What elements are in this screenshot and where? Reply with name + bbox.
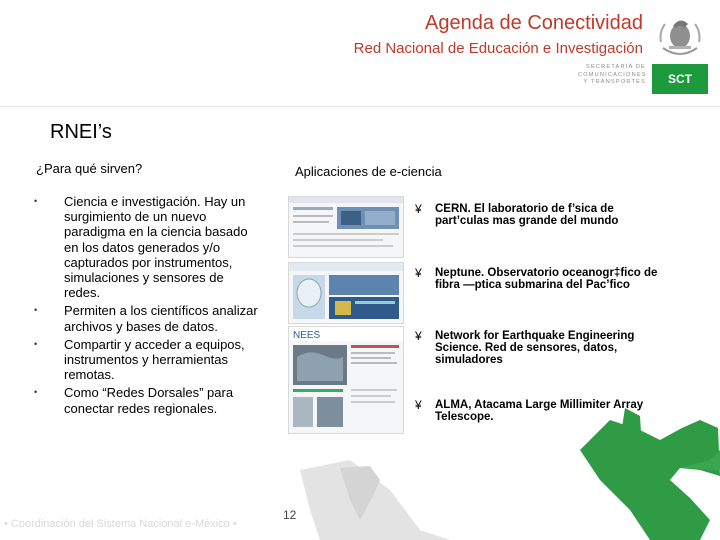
page-number: 12 (283, 508, 297, 522)
app-marker: ¥ (415, 398, 422, 412)
ministry-name (578, 64, 646, 87)
app-marker: ¥ (415, 202, 422, 216)
app-text: CERN. El laboratorio de f’sica de part’culas mas grande del mundo (435, 203, 619, 227)
left-heading: ¿Para qué sirven? (36, 161, 143, 176)
right-heading: Aplicaciones de e-ciencia (295, 164, 442, 179)
list-item (415, 203, 665, 227)
footer-text: • Coordinación del Sistema Nacional e-México • (4, 518, 237, 530)
header-title: Agenda de Conectividad (425, 12, 643, 34)
mexican-seal-icon (655, 14, 705, 62)
ministry-line-2: COMUNICACIONES (578, 71, 647, 78)
app-marker: ¥ (415, 266, 422, 280)
app-text: Neptune. Observatorio oceanogr‡fico de fibra —ptica submarina del Pac’fico (435, 267, 658, 291)
ministry-line-3: Y TRANSPORTES (583, 79, 646, 85)
mexico-map-decoration (280, 380, 720, 540)
cern-screenshot (288, 196, 404, 258)
sct-logo: SCT (652, 64, 708, 94)
slide-title: RNEI’s (50, 121, 112, 143)
list-item: • Como “Redes Dorsales” para conectar redes regionales. (34, 385, 262, 415)
app-text: ALMA, Atacama Large Millimiter Array Telescope. (435, 399, 644, 423)
purpose-list (34, 194, 262, 419)
app-text: Network for Earthquake Engineering Science. Red de sensores, datos, simuladores (435, 330, 635, 366)
list-item: • Compartir y acceder a equipos, instrumentos y herramientas remotas. (34, 337, 262, 383)
header-subtitle: Red Nacional de Educación e Investigación (353, 40, 643, 57)
nees-label: NEES (293, 330, 321, 341)
list-item (415, 267, 665, 291)
list-item (415, 330, 665, 366)
ministry-line-1: SECRETARÍA DE (586, 64, 646, 70)
list-item: • Ciencia e investigación. Hay un surgimiento de un nuevo paradigma en la ciencia basado en los datos generados y/o capturados por instrumentos, simulaciones y sensores de redes. (34, 194, 262, 300)
neptune-screenshot (288, 262, 404, 324)
app-marker: ¥ (415, 329, 422, 343)
header-divider (0, 106, 720, 107)
list-item: • Permiten a los científicos analizar archivos y bases de datos. (34, 303, 262, 333)
